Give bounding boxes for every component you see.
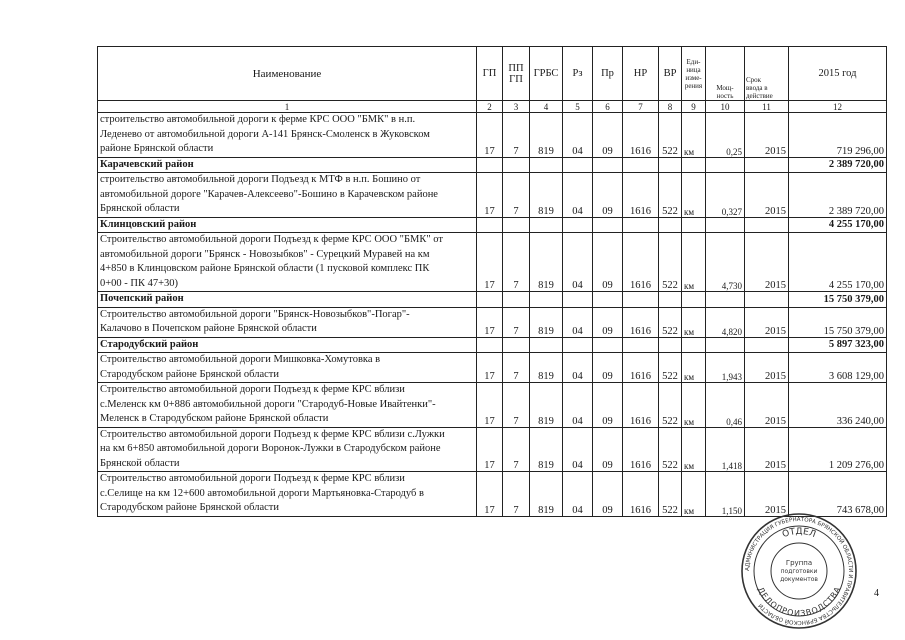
vr-cell: 522 xyxy=(659,233,682,292)
amount-cell: 336 240,00 xyxy=(789,383,887,428)
nr-cell: 1616 xyxy=(623,472,659,517)
empty-cell xyxy=(593,217,623,233)
pr-cell: 09 xyxy=(593,173,623,218)
pgp-cell: 7 xyxy=(503,427,530,472)
unit-cell: км xyxy=(682,233,706,292)
pr-cell: 09 xyxy=(593,353,623,383)
table-row xyxy=(98,427,887,472)
amount-cell: 2 389 720,00 xyxy=(789,173,887,218)
district-amount: 4 255 170,00 xyxy=(789,217,887,233)
empty-cell xyxy=(682,292,706,308)
column-number: 2 xyxy=(477,101,503,113)
table-row xyxy=(98,113,887,158)
district-row xyxy=(98,157,887,173)
pgp-cell: 7 xyxy=(503,113,530,158)
district-amount: 15 750 379,00 xyxy=(789,292,887,308)
term-cell: 2015 xyxy=(745,353,789,383)
official-stamp xyxy=(740,512,858,630)
empty-cell xyxy=(745,157,789,173)
empty-cell xyxy=(623,337,659,353)
pr-cell: 09 xyxy=(593,307,623,337)
column-number: 6 xyxy=(593,101,623,113)
vr-cell: 522 xyxy=(659,427,682,472)
header-term: Срок ввода в действие xyxy=(745,47,789,101)
item-name xyxy=(98,472,477,517)
pgp-cell: 7 xyxy=(503,173,530,218)
amount-cell: 15 750 379,00 xyxy=(789,307,887,337)
item-name-line: Строительство автомобильной дороги "Брянск-Новозыбков"-Погар"- xyxy=(100,308,410,320)
empty-cell xyxy=(623,217,659,233)
gp-cell: 17 xyxy=(477,427,503,472)
header-rz: Рз xyxy=(563,47,593,101)
stamp-outer-text: АДМИНИСТРАЦИЯ ГУБЕРНАТОРА БРЯНСКОЙ ОБЛАСТИ И ПРАВИТЕЛЬСТВА БРЯНСКОЙ ОБЛАСТИ xyxy=(744,516,854,626)
unit-cell: км xyxy=(682,173,706,218)
table-row xyxy=(98,472,887,517)
vr-cell: 522 xyxy=(659,383,682,428)
header-pr: Пр xyxy=(593,47,623,101)
nr-cell: 1616 xyxy=(623,233,659,292)
empty-cell xyxy=(477,157,503,173)
grbs-cell: 819 xyxy=(530,113,563,158)
empty-cell xyxy=(623,292,659,308)
unit-cell: км xyxy=(682,472,706,517)
empty-cell xyxy=(623,157,659,173)
header-grbs: ГРБС xyxy=(530,47,563,101)
empty-cell xyxy=(682,337,706,353)
term-cell: 2015 xyxy=(745,233,789,292)
column-number: 3 xyxy=(503,101,530,113)
amount-cell: 743 678,00 xyxy=(789,472,887,517)
empty-cell xyxy=(706,157,745,173)
gp-cell: 17 xyxy=(477,353,503,383)
term-cell: 2015 xyxy=(745,113,789,158)
rz-cell: 04 xyxy=(563,173,593,218)
item-name xyxy=(98,427,477,472)
empty-cell xyxy=(530,292,563,308)
empty-cell xyxy=(563,337,593,353)
nr-cell: 1616 xyxy=(623,113,659,158)
item-name-line: Брянской области xyxy=(100,457,180,469)
table-row xyxy=(98,383,887,428)
header-row xyxy=(98,47,887,101)
header-gp: ГП xyxy=(477,47,503,101)
empty-cell xyxy=(745,337,789,353)
rz-cell: 04 xyxy=(563,427,593,472)
empty-cell xyxy=(503,157,530,173)
empty-cell xyxy=(745,292,789,308)
rz-cell: 04 xyxy=(563,383,593,428)
nr-cell: 1616 xyxy=(623,173,659,218)
item-name-line: Строительство автомобильной дороги Подъезд к ферме КРС ООО "БМК" от xyxy=(100,234,443,245)
unit-cell: км xyxy=(682,383,706,428)
empty-cell xyxy=(503,337,530,353)
grbs-cell: 819 xyxy=(530,472,563,517)
column-number: 7 xyxy=(623,101,659,113)
column-number: 12 xyxy=(789,101,887,113)
item-name-line: Строительство автомобильной дороги Мишковка-Хомутовка в xyxy=(100,354,381,365)
item-name-line: Брянской области xyxy=(100,203,180,214)
budget-table xyxy=(97,46,887,517)
empty-cell xyxy=(593,157,623,173)
pgp-cell: 7 xyxy=(503,383,530,428)
pr-cell: 09 xyxy=(593,472,623,517)
empty-cell xyxy=(563,292,593,308)
pr-cell: 09 xyxy=(593,427,623,472)
rz-cell: 04 xyxy=(563,233,593,292)
grbs-cell: 819 xyxy=(530,383,563,428)
empty-cell xyxy=(477,337,503,353)
item-name-line: 4+850 в Клинцовском районе Брянской области (1 пусковой комплекс ПК xyxy=(100,263,430,274)
gp-cell: 17 xyxy=(477,173,503,218)
item-name-line: строительство автомобильной дороги к ферме КРС ООО "БМК" в н.п. xyxy=(100,114,416,125)
amount-cell: 719 296,00 xyxy=(789,113,887,158)
rz-cell: 04 xyxy=(563,472,593,517)
column-number: 11 xyxy=(745,101,789,113)
district-name: Стародубский район xyxy=(98,337,477,353)
table-body xyxy=(98,113,887,517)
empty-cell xyxy=(563,217,593,233)
empty-cell xyxy=(659,292,682,308)
item-name-line: на км 6+850 автомобильной дороги Воронок-Лужки в Стародубском районе xyxy=(100,443,441,454)
rz-cell: 04 xyxy=(563,353,593,383)
district-name: Клинцовский район xyxy=(98,217,477,233)
nr-cell: 1616 xyxy=(623,427,659,472)
grbs-cell: 819 xyxy=(530,353,563,383)
empty-cell xyxy=(503,217,530,233)
vr-cell: 522 xyxy=(659,113,682,158)
power-cell: 1,418 xyxy=(706,427,745,472)
empty-cell xyxy=(477,292,503,308)
rz-cell: 04 xyxy=(563,307,593,337)
column-number: 4 xyxy=(530,101,563,113)
item-name-line: районе Брянской области xyxy=(100,143,214,154)
stamp-top-text: ОТДЕЛ xyxy=(781,526,817,541)
column-number: 10 xyxy=(706,101,745,113)
nr-cell: 1616 xyxy=(623,383,659,428)
district-amount: 2 389 720,00 xyxy=(789,157,887,173)
item-name-line: автомобильной дороге "Карачев-Алексеево"-Бошино в Карачевском районе xyxy=(100,188,438,200)
item-name-line: Леденево от автомобильной дороги А-141 Брянск-Смоленск в Жуковском xyxy=(100,128,430,140)
power-cell: 1,150 xyxy=(706,472,745,517)
term-cell: 2015 xyxy=(745,383,789,428)
vr-cell: 522 xyxy=(659,173,682,218)
grbs-cell: 819 xyxy=(530,427,563,472)
stamp-center-line-3: документов xyxy=(780,576,818,583)
grbs-cell: 819 xyxy=(530,233,563,292)
empty-cell xyxy=(659,217,682,233)
stamp-bottom-text: ДЕЛОПРОИЗВОДСТВА xyxy=(756,585,842,618)
empty-cell xyxy=(659,157,682,173)
column-number: 8 xyxy=(659,101,682,113)
gp-cell: 17 xyxy=(477,472,503,517)
header-pgp: ПП ГП xyxy=(503,47,530,101)
power-cell: 4,820 xyxy=(706,307,745,337)
gp-cell: 17 xyxy=(477,233,503,292)
empty-cell xyxy=(530,217,563,233)
nr-cell: 1616 xyxy=(623,307,659,337)
empty-cell xyxy=(593,337,623,353)
power-cell: 4,730 xyxy=(706,233,745,292)
empty-cell xyxy=(706,217,745,233)
unit-cell: км xyxy=(682,353,706,383)
amount-cell: 4 255 170,00 xyxy=(789,233,887,292)
empty-cell xyxy=(503,292,530,308)
item-name-line: строительство автомобильной дороги Подъезд к МТФ в н.п. Бошино от xyxy=(100,174,421,185)
empty-cell xyxy=(530,337,563,353)
item-name-line: автомобильной дороги "Брянск - Новозыбков" - Сурецкий Муравей на км xyxy=(100,248,430,260)
empty-cell xyxy=(593,292,623,308)
unit-cell: км xyxy=(682,113,706,158)
column-number-row xyxy=(98,101,887,113)
district-name: Почепский район xyxy=(98,292,477,308)
empty-cell xyxy=(659,337,682,353)
grbs-cell: 819 xyxy=(530,173,563,218)
term-cell: 2015 xyxy=(745,472,789,517)
unit-cell: км xyxy=(682,427,706,472)
item-name-line: 0+00 - ПК 47+30) xyxy=(100,277,179,289)
grbs-cell: 819 xyxy=(530,307,563,337)
item-name xyxy=(98,353,477,383)
district-row xyxy=(98,337,887,353)
stamp-center-line-2: подготовки xyxy=(780,568,818,575)
nr-cell: 1616 xyxy=(623,353,659,383)
pgp-cell: 7 xyxy=(503,233,530,292)
power-cell: 0,25 xyxy=(706,113,745,158)
header-nr: НР xyxy=(623,47,659,101)
column-number: 5 xyxy=(563,101,593,113)
vr-cell: 522 xyxy=(659,307,682,337)
empty-cell xyxy=(682,157,706,173)
item-name-line: Строительство автомобильной дороги Подъезд к ферме КРС вблизи xyxy=(100,384,405,395)
item-name xyxy=(98,113,477,158)
empty-cell xyxy=(530,157,563,173)
header-power: Мощ- ность xyxy=(706,47,745,101)
item-name-line: Калачово в Почепском районе Брянской области xyxy=(100,323,317,334)
pr-cell: 09 xyxy=(593,383,623,428)
empty-cell xyxy=(563,157,593,173)
gp-cell: 17 xyxy=(477,383,503,428)
empty-cell xyxy=(477,217,503,233)
item-name-line: Стародубском районе Брянской области xyxy=(100,368,280,380)
vr-cell: 522 xyxy=(659,472,682,517)
item-name xyxy=(98,233,477,292)
district-amount: 5 897 323,00 xyxy=(789,337,887,353)
item-name xyxy=(98,173,477,218)
district-row xyxy=(98,217,887,233)
header-unit: Еди- ница изме- рения xyxy=(682,47,706,101)
table-row xyxy=(98,307,887,337)
power-cell: 0,46 xyxy=(706,383,745,428)
item-name-line: с.Меленск км 0+886 автомобильной дороги "Стародуб-Новые Ивайтенки"- xyxy=(100,398,436,410)
term-cell: 2015 xyxy=(745,307,789,337)
pr-cell: 09 xyxy=(593,233,623,292)
rz-cell: 04 xyxy=(563,113,593,158)
header-year: 2015 год xyxy=(789,47,887,101)
item-name-line: с.Селище на км 12+600 автомобильной дороги Мартьяновка-Стародуб в xyxy=(100,487,424,499)
gp-cell: 17 xyxy=(477,113,503,158)
vr-cell: 522 xyxy=(659,353,682,383)
item-name-line: Стародубском районе Брянской области xyxy=(100,502,280,513)
pgp-cell: 7 xyxy=(503,353,530,383)
column-number: 9 xyxy=(682,101,706,113)
pr-cell: 09 xyxy=(593,113,623,158)
term-cell: 2015 xyxy=(745,427,789,472)
amount-cell: 3 608 129,00 xyxy=(789,353,887,383)
term-cell: 2015 xyxy=(745,173,789,218)
item-name xyxy=(98,307,477,337)
amount-cell: 1 209 276,00 xyxy=(789,427,887,472)
gp-cell: 17 xyxy=(477,307,503,337)
empty-cell xyxy=(682,217,706,233)
item-name-line: Меленск в Стародубском районе Брянской области xyxy=(100,413,329,424)
table-row xyxy=(98,173,887,218)
empty-cell xyxy=(706,292,745,308)
table-row xyxy=(98,353,887,383)
pgp-cell: 7 xyxy=(503,472,530,517)
header-name: Наименование xyxy=(98,47,477,101)
pgp-cell: 7 xyxy=(503,307,530,337)
empty-cell xyxy=(745,217,789,233)
header-vr: ВР xyxy=(659,47,682,101)
page-number: 4 xyxy=(874,588,879,599)
table-row xyxy=(98,233,887,292)
district-row xyxy=(98,292,887,308)
item-name-line: Строительство автомобильной дороги Подъезд к ферме КРС вблизи xyxy=(100,473,405,484)
power-cell: 0,327 xyxy=(706,173,745,218)
district-name: Карачевский район xyxy=(98,157,477,173)
power-cell: 1,943 xyxy=(706,353,745,383)
item-name xyxy=(98,383,477,428)
column-number: 1 xyxy=(98,101,477,113)
item-name-line: Строительство автомобильной дороги Подъезд к ферме КРС вблизи с.Лужки xyxy=(100,428,445,440)
unit-cell: км xyxy=(682,307,706,337)
empty-cell xyxy=(706,337,745,353)
stamp-center-line-1: Группа xyxy=(785,559,813,567)
